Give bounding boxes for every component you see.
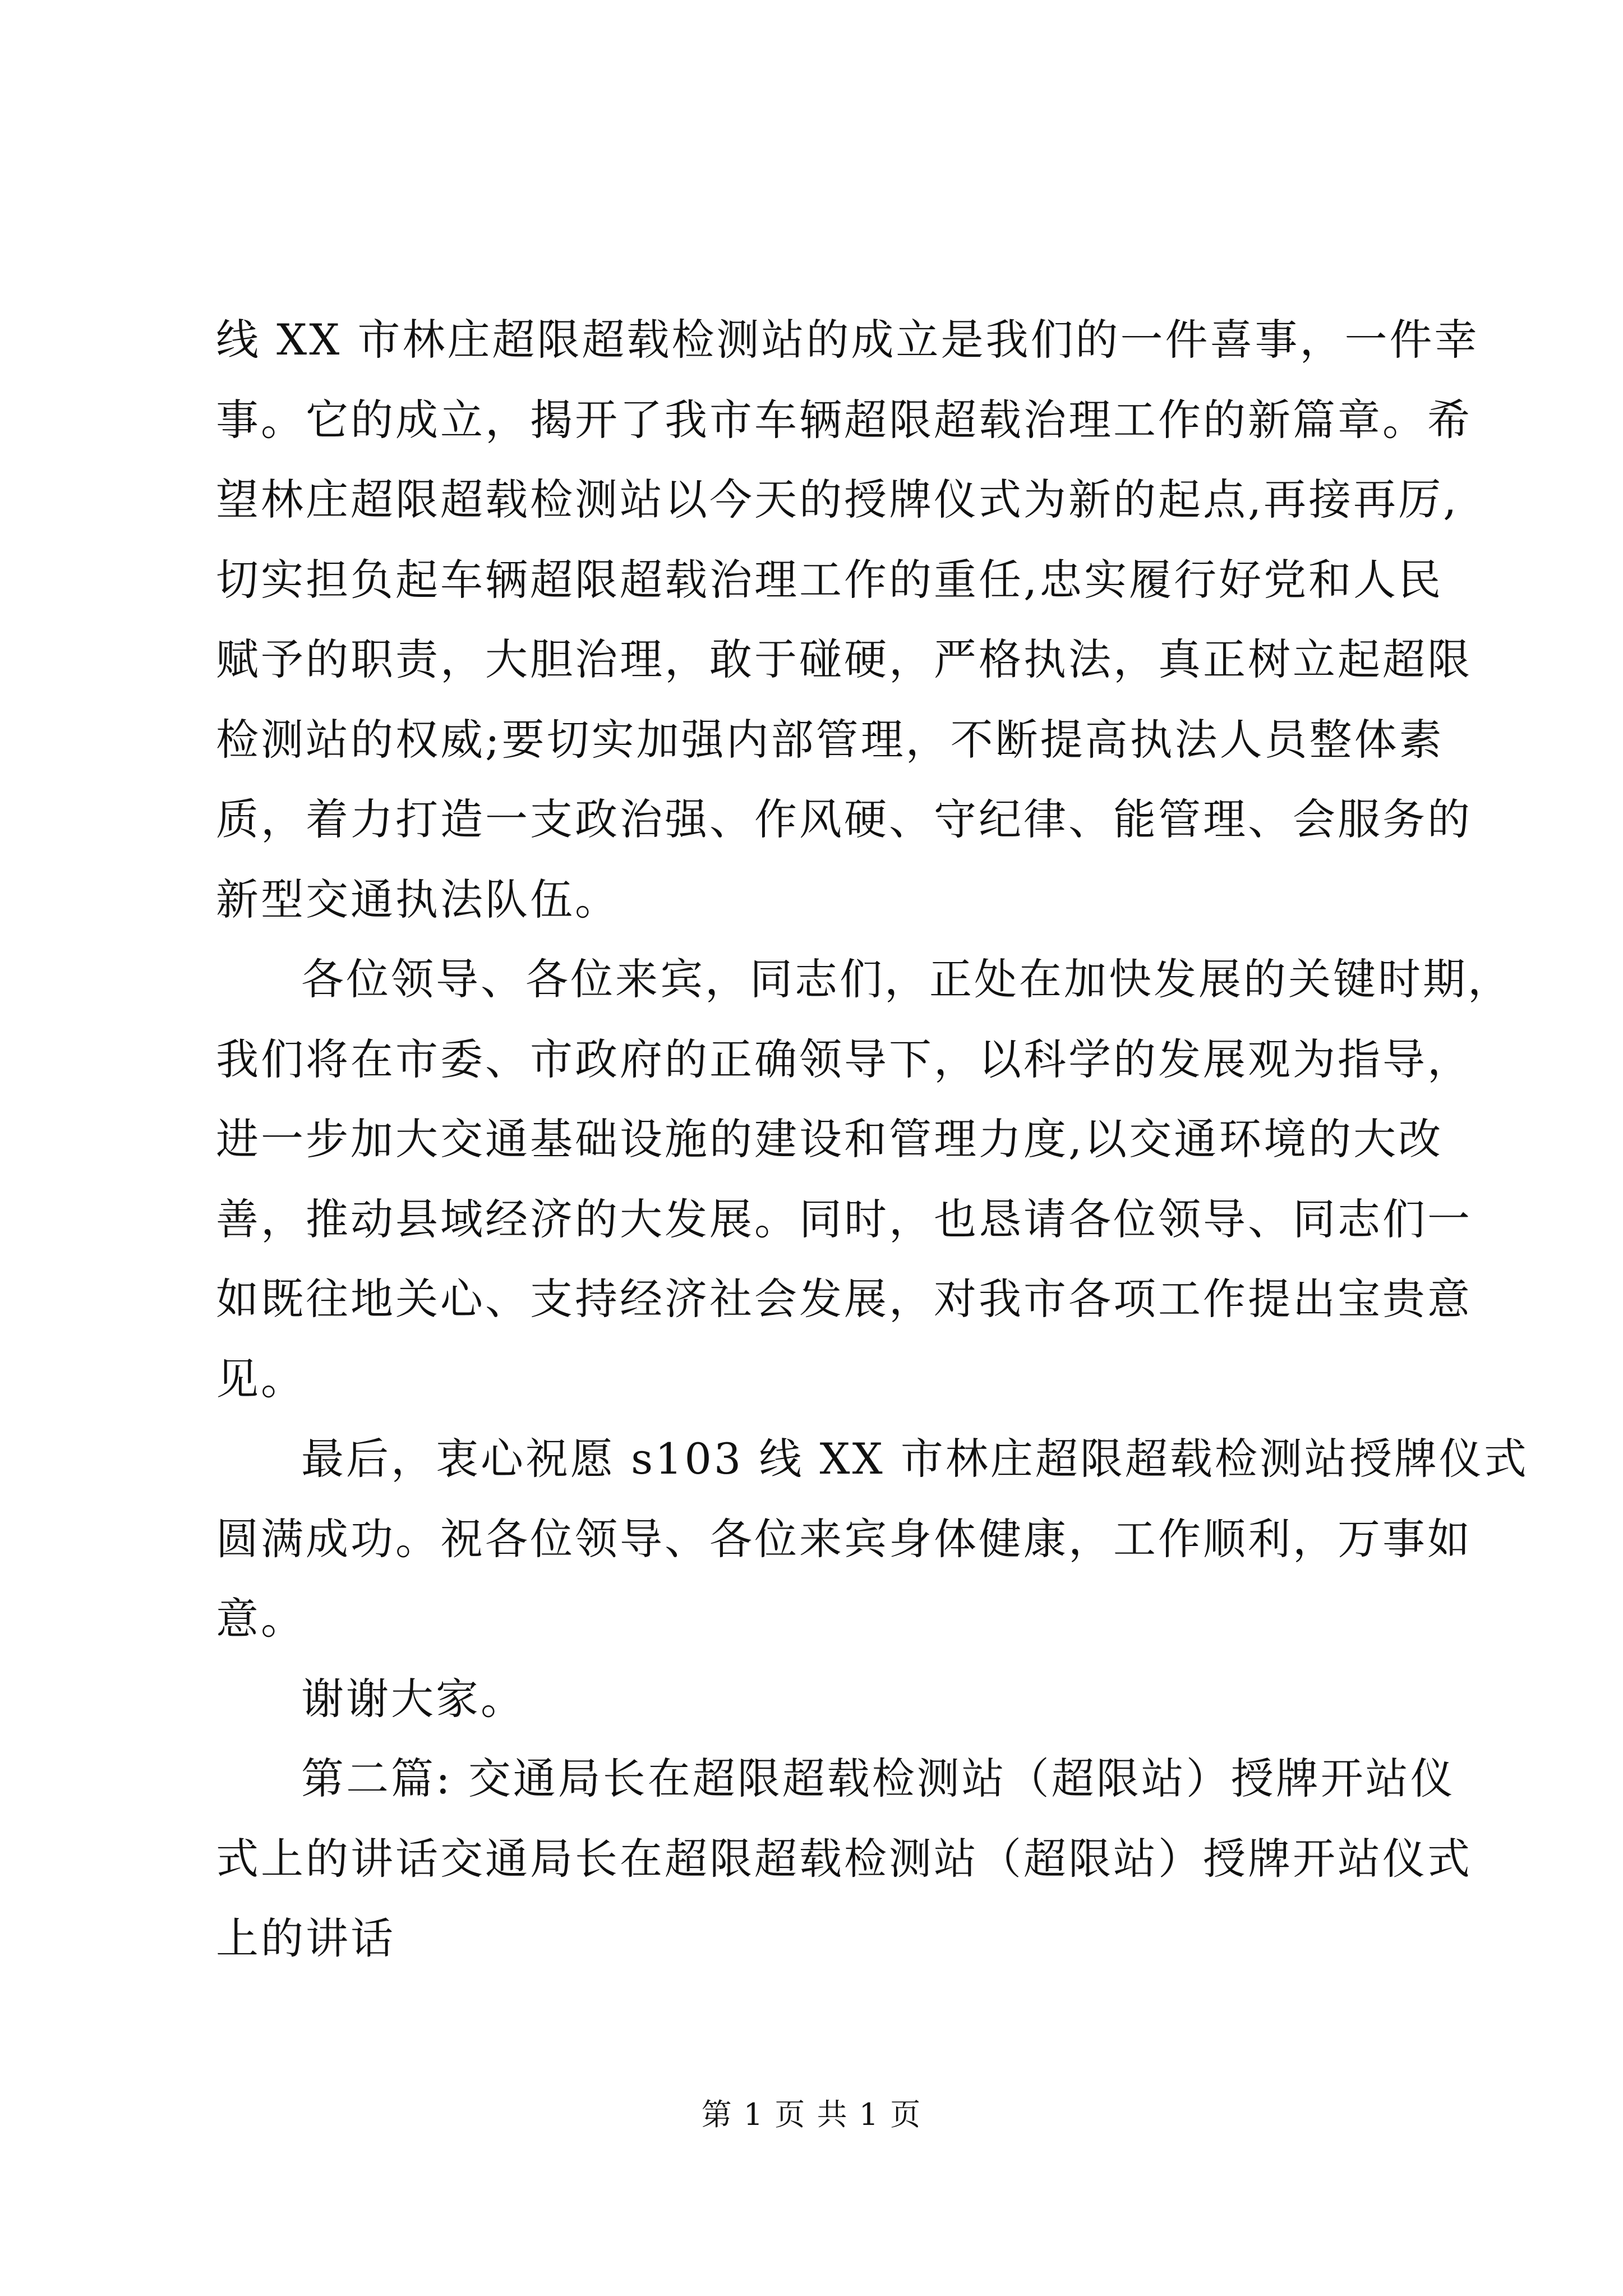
text-line: 式上的讲话交通局长在超限超载检测站（超限站）授牌开站仪式	[216, 1833, 1472, 1884]
text-line: 线 XX 市林庄超限超载检测站的成立是我们的一件喜事，一件幸	[216, 315, 1479, 365]
page-footer: 第 1 页 共 1 页	[701, 2097, 922, 2132]
text-line: 进一步加大交通基础设施的建设和管理力度,以交通环境的大改	[216, 1114, 1444, 1164]
text-line: 圆满成功。祝各位领导、各位来宾身体健康，工作顺利，万事如	[216, 1513, 1472, 1564]
text-line: 见。	[216, 1354, 306, 1404]
paragraph-start-line: 最后，衷心祝愿 s103 线 XX 市林庄超限超载检测站授牌仪式	[301, 1434, 1529, 1484]
text-line: 赋予的职责，大胆治理，敢于碰硬，严格执法，真正树立起超限	[216, 634, 1472, 684]
text-line: 望林庄超限超载检测站以今天的授牌仪式为新的起点,再接再厉,	[216, 475, 1459, 524]
text-line: 如既往地关心、支持经济社会发展，对我市各项工作提出宝贵意	[216, 1274, 1472, 1324]
text-line: 我们将在市委、市政府的正确领导下，以科学的发展观为指导，	[216, 1034, 1472, 1084]
paragraph-start-line: 谢谢大家。	[301, 1673, 525, 1724]
paragraph-start-line: 各位领导、各位来宾，同志们，正处在加快发展的关键时期，	[301, 954, 1513, 1004]
text-line: 善，推动县域经济的大发展。同时，也恳请各位领导、同志们一	[216, 1194, 1472, 1244]
text-line: 检测站的权威;要切实加强内部管理，不断提高执法人员整体素	[216, 714, 1444, 765]
text-line: 切实担负起车辆超限超载治理工作的重任,忠实履行好党和人民	[216, 554, 1444, 605]
text-line: 新型交通执法队伍。	[216, 874, 620, 924]
text-line: 质，着力打造一支政治强、作风硬、守纪律、能管理、会服务的	[216, 794, 1472, 844]
document-body	[216, 300, 1529, 1979]
text-line: 事。它的成立，揭开了我市车辆超限超载治理工作的新篇章。希	[216, 394, 1472, 445]
section-heading-line: 第二篇: 交通局长在超限超载检测站（超限站）授牌开站仪	[301, 1754, 1455, 1803]
text-line: 意。	[216, 1594, 306, 1644]
text-line: 上的讲话	[216, 1913, 395, 1963]
